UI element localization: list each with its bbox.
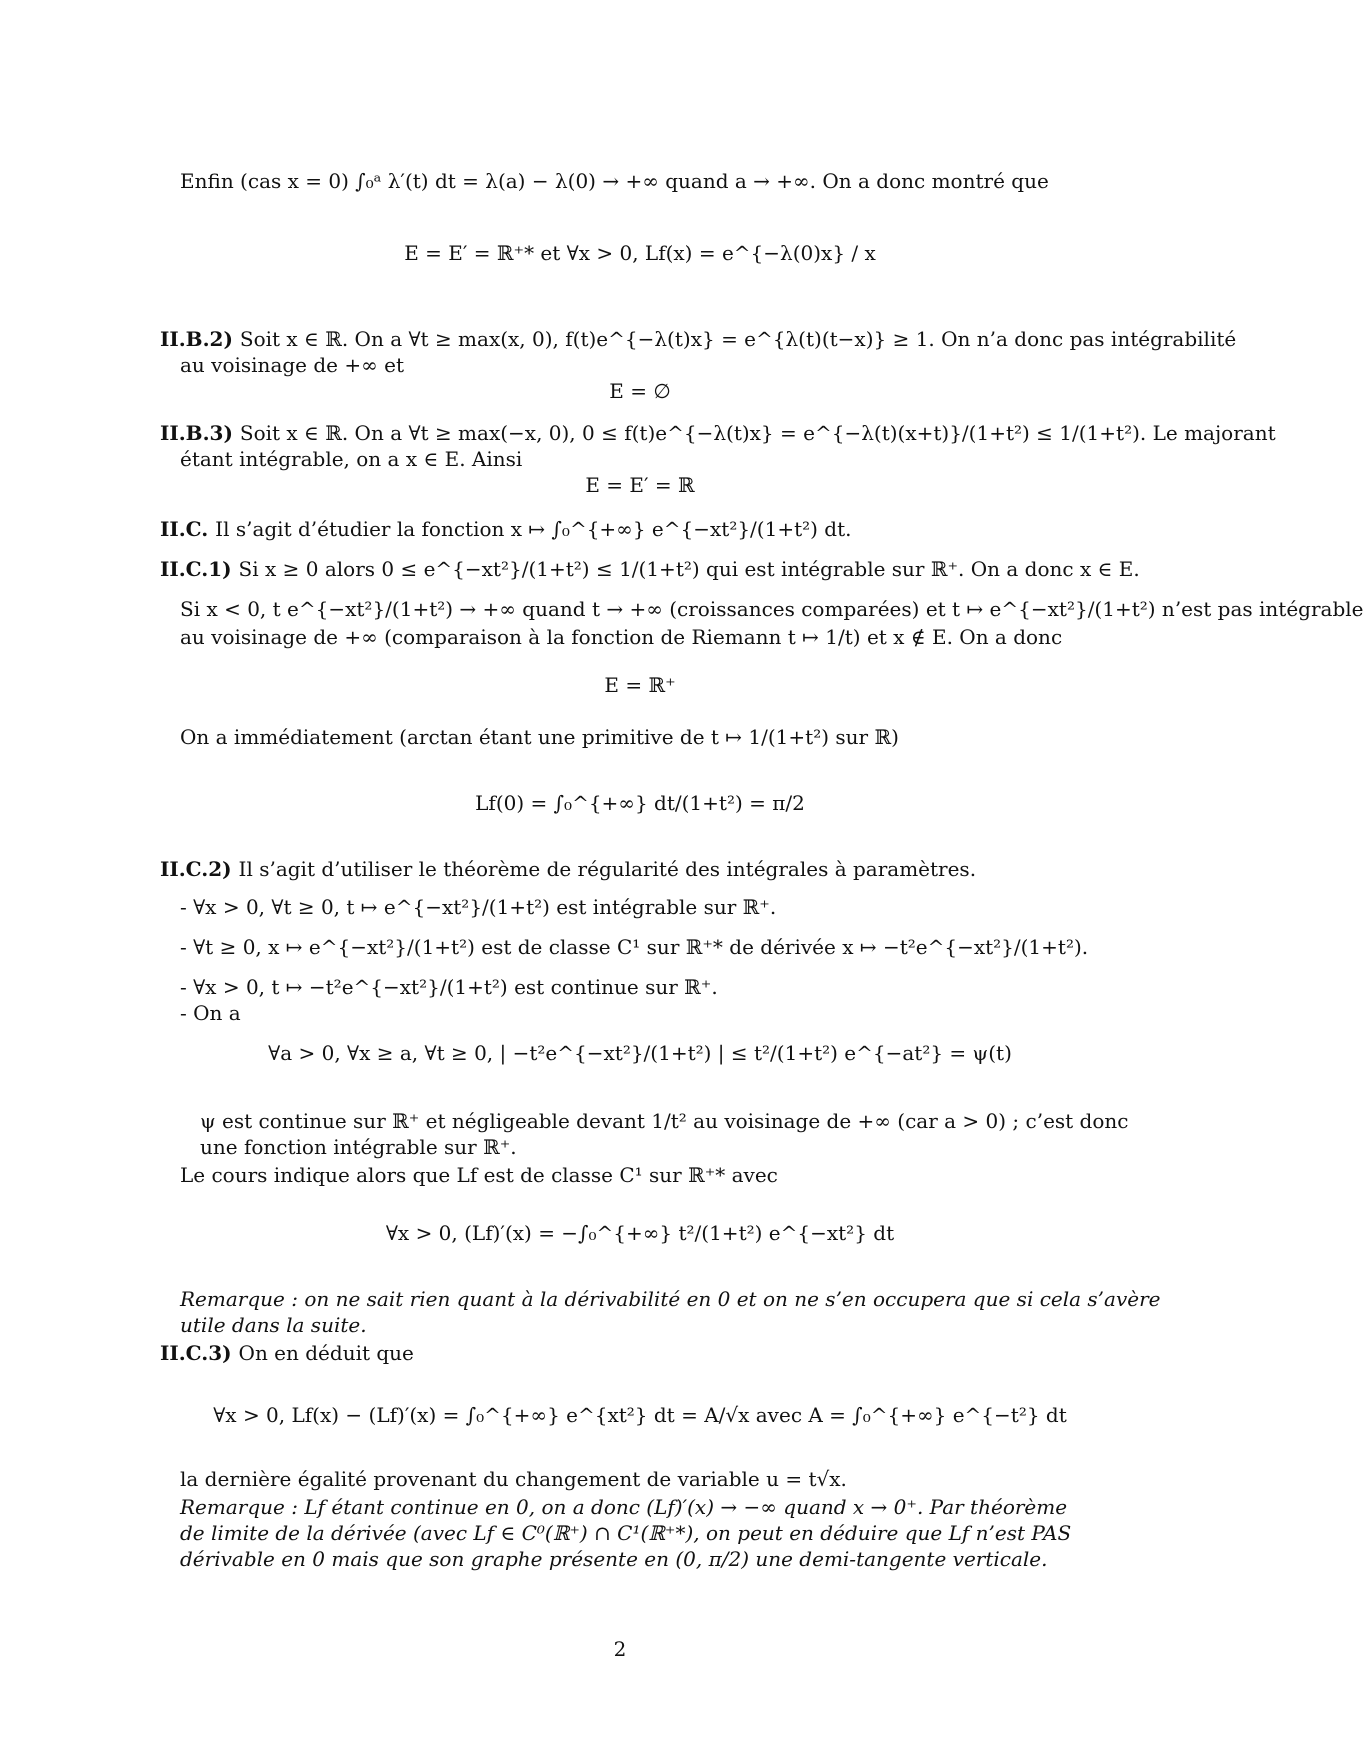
line-text: au voisinage de +∞ (comparaison à la fonction de Riemann t ↦ 1/t) et x ∉ E. On a donc xyxy=(180,625,1063,649)
text-line xyxy=(180,1286,1161,1312)
line-text: - ∀x > 0, t ↦ −t²e^{−xt²}/(1+t²) est continue sur ℝ⁺. xyxy=(180,975,718,999)
line-text: Soit x ∈ ℝ. On a ∀t ≥ max(x, 0), f(t)e^{−λ(t)x} = e^{λ(t)(t−x)} ≥ 1. On n’a donc pas intégrabilité xyxy=(239,327,1237,351)
text-line xyxy=(160,856,976,882)
text-line xyxy=(160,1340,414,1366)
line-text: au voisinage de +∞ et xyxy=(180,353,405,377)
display-equation: E = E′ = ℝ⁺* et ∀x > 0, Lf(x) = e^{−λ(0)x} / x xyxy=(404,241,876,265)
line-text: étant intégrable, on a x ∈ E. Ainsi xyxy=(180,447,523,471)
line-text: Il s’agit d’étudier la fonction x ↦ ∫₀^{+∞} e^{−xt²}/(1+t²) dt. xyxy=(215,517,852,541)
section-label: II.C.3) xyxy=(160,1341,239,1365)
line-text: de limite de la dérivée (avec Lf ∈ C⁰(ℝ⁺) ∩ C¹(ℝ⁺*), on peut en déduire que Lf n’est PAS xyxy=(180,1521,1072,1545)
text-line xyxy=(180,974,718,1000)
line-text: - On a xyxy=(180,1001,241,1025)
text-line xyxy=(180,1494,1067,1520)
text-line xyxy=(160,326,1236,352)
display-equation: ∀x > 0, Lf(x) − (Lf)′(x) = ∫₀^{+∞} e^{xt²} dt = A/√x avec A = ∫₀^{+∞} e^{−t²} dt xyxy=(213,1403,1067,1427)
text-line xyxy=(180,446,522,472)
line-text: la dernière égalité provenant du changement de variable u = t√x. xyxy=(180,1467,847,1491)
line-text: Si x < 0, t e^{−xt²}/(1+t²) → +∞ quand t → +∞ (croissances comparées) et t ↦ e^{−xt²}/(1+t²) n’est pas intégrable xyxy=(180,597,1364,621)
section-label: II.C.1) xyxy=(160,557,239,581)
display-equation: ∀a > 0, ∀x ≥ a, ∀t ≥ 0, | −t²e^{−xt²}/(1+t²) | ≤ t²/(1+t²) e^{−at²} = ψ(t) xyxy=(268,1041,1012,1065)
line-text: une fonction intégrable sur ℝ⁺. xyxy=(200,1135,517,1159)
text-line xyxy=(180,1546,1048,1572)
text-line xyxy=(200,1108,1129,1134)
line-text: On a immédiatement (arctan étant une primitive de t ↦ 1/(1+t²) sur ℝ) xyxy=(180,725,899,749)
line-text: Remarque : Lf étant continue en 0, on a donc (Lf)′(x) → −∞ quand x → 0⁺. Par théorème xyxy=(180,1495,1068,1519)
text-line xyxy=(160,556,1140,582)
text-line xyxy=(180,1466,847,1492)
text-line xyxy=(180,624,1062,650)
display-equation: E = ℝ⁺ xyxy=(604,673,676,697)
text-line xyxy=(180,1162,778,1188)
line-text: ψ est continue sur ℝ⁺ et négligeable devant 1/t² au voisinage de +∞ (car a > 0) ; c’est donc xyxy=(200,1109,1129,1133)
display-equation: Lf(0) = ∫₀^{+∞} dt/(1+t²) = π/2 xyxy=(475,791,805,815)
text-line xyxy=(180,934,1088,960)
line-text: - ∀x > 0, ∀t ≥ 0, t ↦ e^{−xt²}/(1+t²) est intégrable sur ℝ⁺. xyxy=(180,895,777,919)
text-line xyxy=(180,1000,241,1026)
text-line xyxy=(200,1134,517,1160)
text-line xyxy=(180,724,899,750)
display-equation: ∀x > 0, (Lf)′(x) = −∫₀^{+∞} t²/(1+t²) e^{−xt²} dt xyxy=(385,1221,895,1245)
line-text: Le cours indique alors que Lf est de classe C¹ sur ℝ⁺* avec xyxy=(180,1163,778,1187)
text-line xyxy=(180,168,1049,194)
line-text: Soit x ∈ ℝ. On a ∀t ≥ max(−x, 0), 0 ≤ f(t)e^{−λ(t)x} = e^{−λ(t)(x+t)}/(1+t²) ≤ 1/(1+t²). Le majorant xyxy=(239,421,1276,445)
section-label: II.C. xyxy=(160,517,216,541)
text-line xyxy=(180,894,776,920)
text-line xyxy=(180,1312,367,1338)
section-label: II.B.2) xyxy=(160,327,240,351)
line-text: utile dans la suite. xyxy=(180,1313,367,1337)
text-line xyxy=(180,596,1364,622)
text-line xyxy=(160,516,852,542)
display-equation: E = ∅ xyxy=(609,379,671,403)
line-text: Il s’agit d’utiliser le théorème de régularité des intégrales à paramètres. xyxy=(238,857,977,881)
line-text: Si x ≥ 0 alors 0 ≤ e^{−xt²}/(1+t²) ≤ 1/(1+t²) qui est intégrable sur ℝ⁺. On a donc x ∈ E. xyxy=(238,557,1140,581)
section-label: II.B.3) xyxy=(160,421,240,445)
line-text: - ∀t ≥ 0, x ↦ e^{−xt²}/(1+t²) est de classe C¹ sur ℝ⁺* de dérivée x ↦ −t²e^{−xt²}/(1+t²). xyxy=(180,935,1089,959)
text-line xyxy=(180,352,404,378)
line-text: Remarque : on ne sait rien quant à la dérivabilité en 0 et on ne s’en occupera que si cela s’avère xyxy=(180,1287,1161,1311)
line-text: dérivable en 0 mais que son graphe présente en (0, π/2) une demi-tangente verticale. xyxy=(180,1547,1048,1571)
page-number: 2 xyxy=(613,1637,627,1661)
line-text: On en déduit que xyxy=(238,1341,414,1365)
section-label: II.C.2) xyxy=(160,857,239,881)
text-line xyxy=(180,1520,1071,1546)
line-text: Enfin (cas x = 0) ∫₀ᵃ λ′(t) dt = λ(a) − λ(0) → +∞ quand a → +∞. On a donc montré que xyxy=(180,169,1049,193)
text-line xyxy=(160,420,1276,446)
display-equation: E = E′ = ℝ xyxy=(585,473,695,497)
